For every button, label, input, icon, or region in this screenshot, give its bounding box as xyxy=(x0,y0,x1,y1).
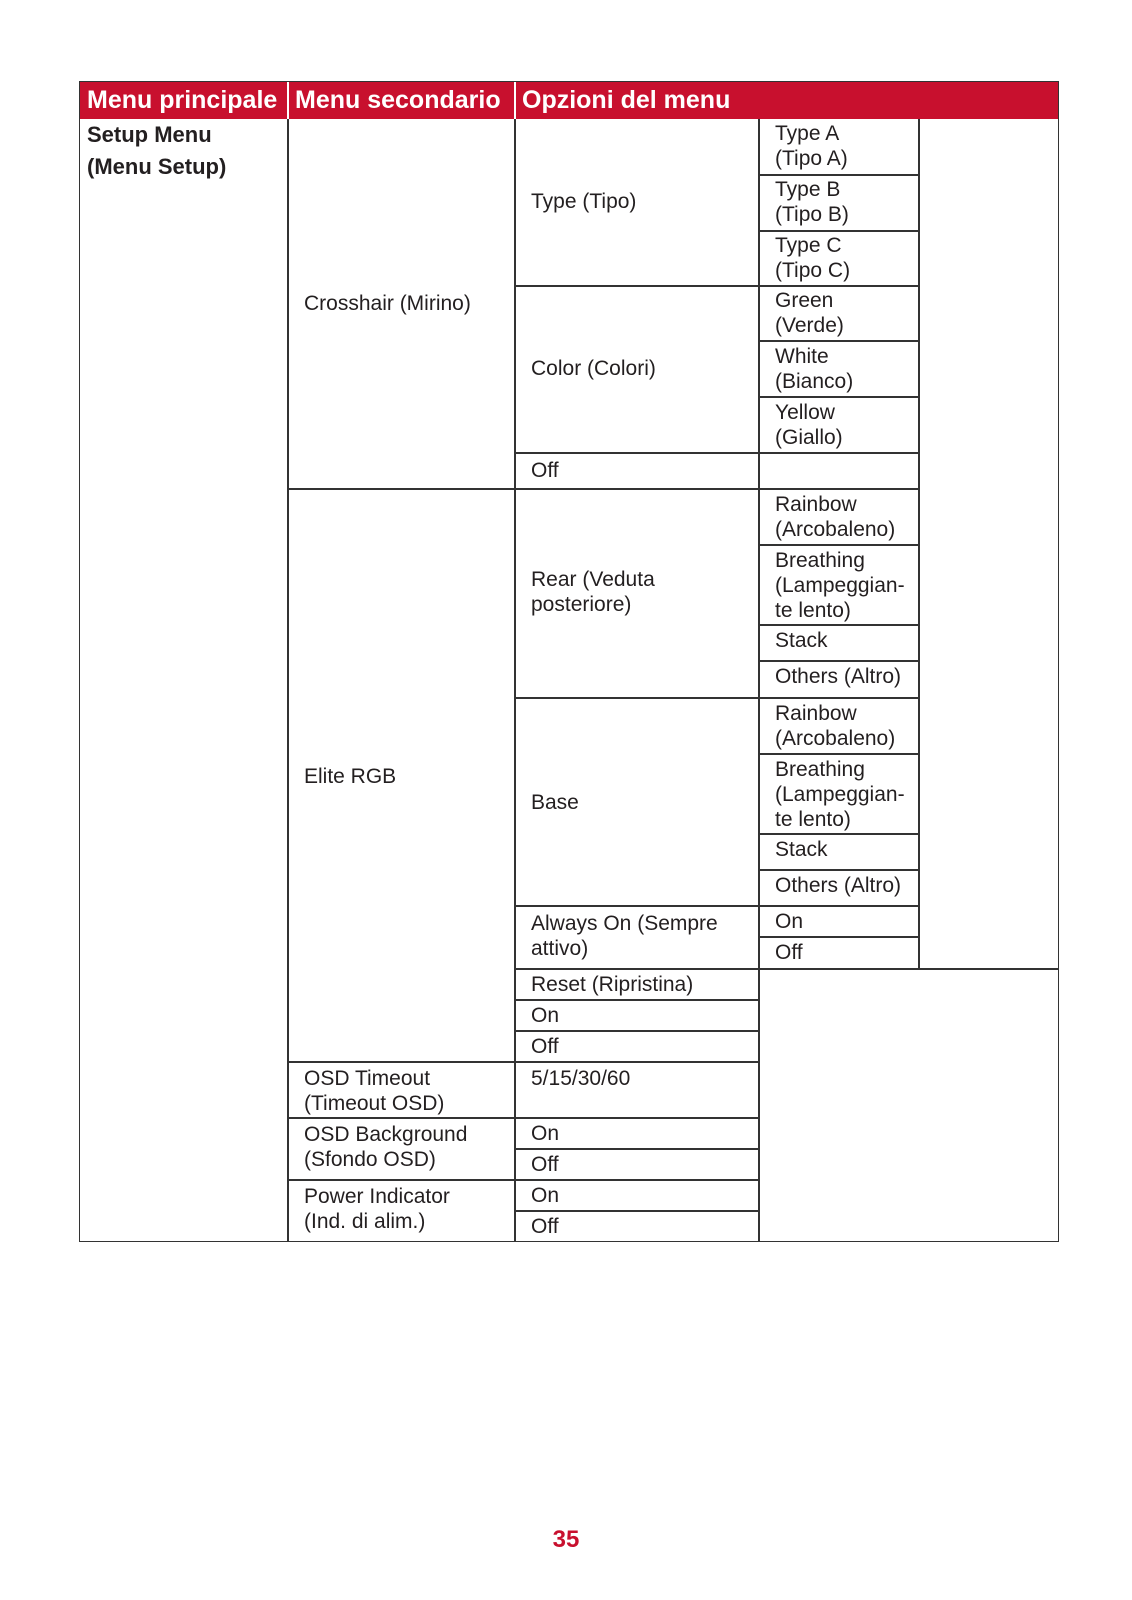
row-divider xyxy=(758,230,919,232)
row-divider xyxy=(758,174,919,176)
row-divider xyxy=(514,1148,759,1150)
row-divider xyxy=(287,488,919,490)
row-divider xyxy=(514,285,919,287)
option-crosshair-off: Off xyxy=(531,459,559,482)
column-divider xyxy=(758,119,760,1242)
option-reset: Reset (Ripristina) xyxy=(531,973,694,996)
option-osd-background-on: On xyxy=(531,1122,560,1145)
row-divider xyxy=(514,1210,759,1212)
submenu-power-indicator: Power Indicator (Ind. di alim.) xyxy=(304,1185,450,1233)
row-divider xyxy=(758,936,919,938)
row-divider xyxy=(514,1030,759,1032)
row-divider xyxy=(514,968,1059,970)
value-rear-others: Others (Altro) xyxy=(775,665,902,688)
option-base: Base xyxy=(531,791,579,814)
value-always-on-off: Off xyxy=(775,941,803,964)
header-main-menu: Menu principale xyxy=(79,81,287,119)
value-base-others: Others (Altro) xyxy=(775,874,902,897)
row-divider xyxy=(758,660,919,662)
row-divider xyxy=(758,544,919,546)
option-always-on: Always On (Sempre attivo) xyxy=(531,912,718,960)
value-rear-stack: Stack xyxy=(775,629,828,652)
value-color-white: White (Bianco) xyxy=(775,345,854,393)
row-divider xyxy=(514,697,919,699)
row-divider xyxy=(758,340,919,342)
value-rear-breathing: Breathing (Lampeggian- te lento) xyxy=(775,549,905,622)
option-osd-timeout-value: 5/15/30/60 xyxy=(531,1067,631,1090)
row-divider xyxy=(758,624,919,626)
row-divider xyxy=(758,396,919,398)
option-power-indicator-off: Off xyxy=(531,1215,559,1238)
option-rear: Rear (Veduta posteriore) xyxy=(531,568,655,616)
option-color: Color (Colori) xyxy=(531,357,656,380)
row-divider xyxy=(514,999,759,1001)
row-divider xyxy=(514,905,919,907)
row-divider xyxy=(287,1117,759,1119)
option-elite-on: On xyxy=(531,1004,560,1027)
column-divider xyxy=(287,119,289,1242)
value-type-c: Type C (Tipo C) xyxy=(775,234,851,282)
value-color-green: Green (Verde) xyxy=(775,289,844,337)
column-divider xyxy=(514,119,516,1242)
value-base-stack: Stack xyxy=(775,838,828,861)
submenu-elite-rgb: Elite RGB xyxy=(304,765,397,788)
option-osd-background-off: Off xyxy=(531,1153,559,1176)
submenu-osd-background: OSD Background (Sfondo OSD) xyxy=(304,1123,468,1171)
row-divider xyxy=(287,1179,759,1181)
value-base-breathing: Breathing (Lampeggian- te lento) xyxy=(775,758,905,831)
value-base-rainbow: Rainbow (Arcobaleno) xyxy=(775,702,896,750)
row-divider xyxy=(758,833,919,835)
value-color-yellow: Yellow (Giallo) xyxy=(775,401,843,449)
header-submenu: Menu secondario xyxy=(287,81,514,119)
value-type-b: Type B (Tipo B) xyxy=(775,178,849,226)
row-divider xyxy=(758,753,919,755)
row-divider xyxy=(287,1061,759,1063)
value-rear-rainbow: Rainbow (Arcobaleno) xyxy=(775,493,896,541)
main-menu-label: Setup Menu (Menu Setup) xyxy=(87,122,227,179)
row-divider xyxy=(514,452,919,454)
row-divider xyxy=(758,869,919,871)
page-number: 35 xyxy=(552,1526,580,1553)
option-elite-off: Off xyxy=(531,1035,559,1058)
option-type: Type (Tipo) xyxy=(531,190,637,213)
value-always-on-on: On xyxy=(775,910,804,933)
option-power-indicator-on: On xyxy=(531,1184,560,1207)
submenu-osd-timeout: OSD Timeout (Timeout OSD) xyxy=(304,1067,445,1115)
value-type-a: Type A (Tipo A) xyxy=(775,122,848,170)
header-menu-options: Opzioni del menu xyxy=(514,81,1059,119)
submenu-crosshair: Crosshair (Mirino) xyxy=(304,292,471,315)
